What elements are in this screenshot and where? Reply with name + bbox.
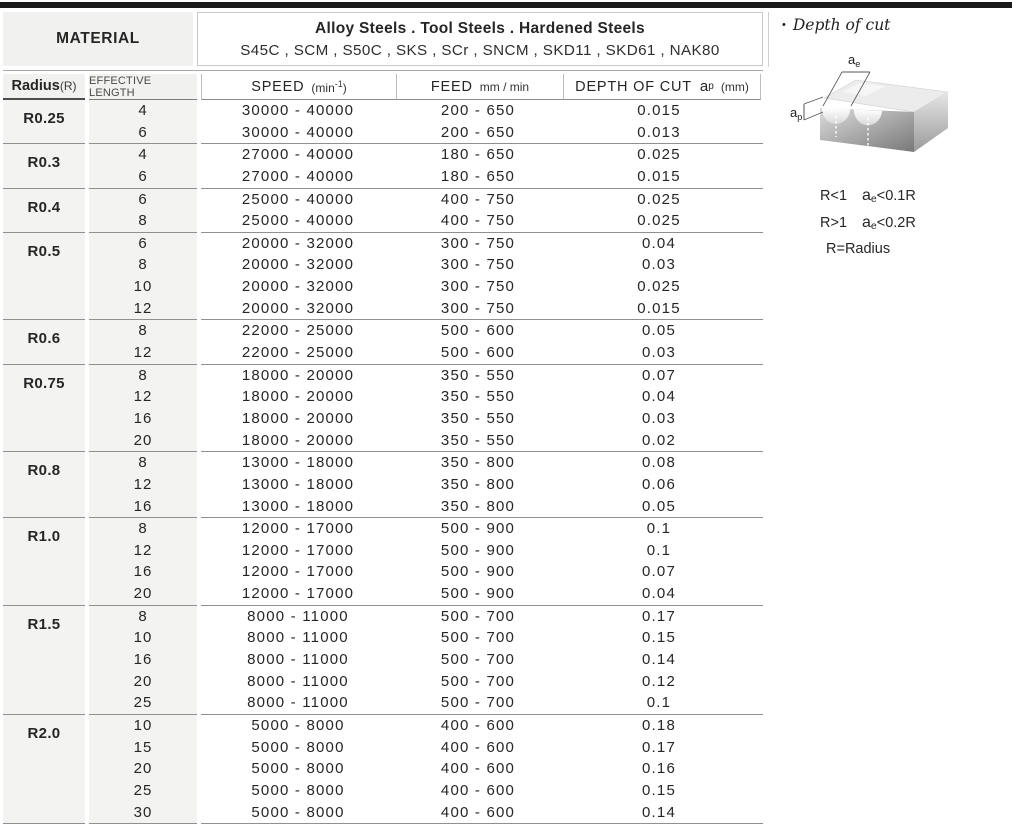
data-columns: [201, 189, 763, 233]
speed-value: 8000 - 11000: [247, 607, 349, 625]
table-row: [201, 737, 763, 759]
table-row: [201, 166, 763, 188]
speed-value: 18000 - 20000: [241, 409, 355, 427]
header-separator-line: [3, 70, 763, 71]
doc-value: 0.17: [642, 607, 676, 625]
data-columns: [201, 606, 763, 715]
doc-value: 0.03: [642, 409, 676, 427]
depth-header-symbol-sub: p: [708, 81, 714, 92]
table-row: [201, 518, 763, 540]
panel-title: [782, 16, 1008, 34]
feed-value: 400 - 600: [440, 716, 516, 734]
speed-value: 12000 - 17000: [241, 585, 355, 603]
doc-value: 0.06: [642, 475, 676, 493]
effective-length-column: [89, 452, 197, 518]
speed-value: 8000 - 11000: [247, 694, 349, 712]
speed-value: 8000 - 11000: [247, 672, 349, 690]
depth-header-main: DEPTH OF CUT: [575, 78, 692, 95]
doc-value: 0.015: [637, 102, 681, 119]
data-columns: [201, 144, 763, 188]
material-steel-grades: S45C , SCM , S50C , SKS , SCr , SNCM , SKD11 , SKD61 , NAK80: [240, 41, 720, 59]
table-group: [3, 144, 763, 188]
speed-value: 25000 - 40000: [241, 190, 355, 208]
feed-value: 300 - 750: [440, 278, 516, 296]
depth-header-unit: (mm): [720, 79, 749, 94]
effective-length-column: [89, 233, 197, 321]
effective-length-value: 6: [138, 167, 148, 185]
effective-length-value: 25: [133, 781, 153, 799]
effective-length-value: 25: [133, 694, 153, 712]
doc-value: 0.1: [646, 694, 672, 712]
feed-value: 300 - 750: [440, 256, 516, 274]
depth-of-cut-diagram: [790, 50, 1008, 173]
doc-value: 0.015: [637, 167, 681, 185]
table-row: [201, 671, 763, 693]
data-columns: [201, 320, 763, 364]
feed-value: 200 - 650: [440, 102, 516, 119]
speed-value: 13000 - 18000: [241, 475, 355, 493]
table-row: [201, 606, 763, 628]
table-row: [201, 802, 763, 824]
effective-length-value: 8: [138, 256, 148, 274]
doc-value: 0.025: [637, 278, 681, 296]
table-row: [201, 122, 763, 144]
speed-value: 8000 - 11000: [247, 629, 349, 647]
doc-value: 0.04: [642, 585, 676, 603]
radius-cell: R0.25: [3, 100, 85, 144]
speed-value: 22000 - 25000: [241, 322, 355, 340]
material-header: MATERIAL: [3, 12, 193, 66]
speed-value: 18000 - 20000: [241, 366, 355, 384]
doc-value: 0.03: [642, 256, 676, 274]
feed-value: 180 - 650: [440, 146, 516, 164]
table-row: [201, 189, 763, 211]
doc-value: 0.05: [642, 497, 676, 515]
effective-length-column: [89, 365, 197, 453]
column-header-radius: [3, 74, 85, 100]
feed-value: 350 - 550: [440, 366, 516, 384]
doc-value: 0.03: [642, 344, 676, 362]
feed-value: 350 - 800: [440, 454, 516, 472]
table-group: [3, 365, 763, 453]
effective-length-value: 8: [138, 607, 148, 625]
radius-cell: R1.0: [3, 518, 85, 606]
column-header-feed: [397, 74, 564, 100]
effective-length-value: 4: [138, 102, 148, 119]
feed-value: 300 - 750: [440, 299, 516, 317]
effective-length-value: 12: [133, 344, 153, 362]
radius-header-sub: (R): [59, 79, 77, 93]
effective-length-column: [89, 100, 197, 144]
speed-value: 25000 - 40000: [241, 212, 355, 230]
speed-header-main: SPEED: [251, 78, 305, 95]
speed-value: 8000 - 11000: [247, 651, 349, 669]
effective-length-value: 12: [133, 541, 153, 559]
feed-header-unit: mm / min: [479, 79, 530, 94]
radius-cell: R0.8: [3, 452, 85, 518]
table-row: [201, 496, 763, 518]
table-row: [201, 342, 763, 364]
material-value-cell: [197, 12, 763, 66]
doc-value: 0.08: [642, 454, 676, 472]
bullet-icon: •: [782, 19, 786, 31]
speed-header-unit: $(\min^{-1})$: [311, 78, 347, 95]
effective-length-value: 16: [133, 651, 153, 669]
depth-header-symbol: a: [699, 78, 709, 95]
radius-cell: R0.6: [3, 320, 85, 364]
feed-value: 180 - 650: [440, 167, 516, 185]
effective-length-value: 8: [138, 366, 148, 384]
speed-value: 5000 - 8000: [251, 738, 345, 756]
doc-value: 0.04: [642, 234, 676, 252]
radius-header-main: Radius: [11, 78, 60, 94]
feed-value: 500 - 700: [440, 694, 516, 712]
effective-length-value: 10: [133, 278, 153, 296]
feed-value: 500 - 900: [440, 585, 516, 603]
doc-value: 0.025: [637, 190, 681, 208]
feed-header-main: FEED: [430, 78, 473, 95]
speed-value: 5000 - 8000: [251, 803, 345, 821]
effective-length-column: [89, 715, 197, 824]
feed-value: 500 - 700: [440, 607, 516, 625]
effective-length-value: 16: [133, 497, 153, 515]
table-row: [201, 474, 763, 496]
feed-value: 350 - 550: [440, 388, 516, 406]
data-columns: [201, 452, 763, 518]
effective-length-column: [89, 144, 197, 188]
effective-length-column: [89, 518, 197, 606]
doc-value: 0.14: [642, 651, 676, 669]
column-header-speed: [201, 74, 397, 100]
feed-value: 400 - 600: [440, 803, 516, 821]
table-row: [201, 320, 763, 342]
radius-cell: R0.5: [3, 233, 85, 321]
effective-length-value: 20: [133, 760, 153, 778]
effective-length-value: 12: [133, 388, 153, 406]
doc-value: 0.17: [642, 738, 676, 756]
feed-value: 300 - 750: [440, 234, 516, 252]
table-group: [3, 518, 763, 606]
speed-value: 12000 - 17000: [241, 541, 355, 559]
doc-value: 0.1: [646, 541, 672, 559]
feed-value: 350 - 550: [440, 409, 516, 427]
top-rule: [0, 2, 1012, 8]
table-row: [201, 780, 763, 802]
ap-label: $a_p$: [790, 105, 803, 122]
panel-separator-line: [768, 12, 769, 67]
feed-value: 500 - 900: [440, 541, 516, 559]
table-row: [201, 144, 763, 166]
feed-value: 500 - 700: [440, 672, 516, 690]
table-row: [201, 298, 763, 320]
effective-length-value: 8: [138, 212, 148, 230]
table-group: [3, 233, 763, 321]
effective-length-column: [89, 606, 197, 715]
speed-value: 20000 - 32000: [241, 234, 355, 252]
table-row: [201, 408, 763, 430]
speed-value: 20000 - 32000: [241, 299, 355, 317]
effective-length-value: 6: [138, 234, 148, 252]
feed-value: 400 - 600: [440, 781, 516, 799]
material-steel-types: Alloy Steels . Tool Steels . Hardened Steels: [315, 19, 645, 37]
table-row: [201, 430, 763, 452]
speed-value: 20000 - 32000: [241, 256, 355, 274]
data-columns: [201, 518, 763, 606]
material-row: [3, 12, 763, 66]
table-row: [201, 758, 763, 780]
speed-value: 13000 - 18000: [241, 454, 355, 472]
table-group: [3, 100, 763, 144]
speed-value: 30000 - 40000: [241, 102, 355, 119]
doc-value: 0.025: [637, 146, 681, 164]
table-group: [3, 606, 763, 715]
radius-cell: R0.75: [3, 365, 85, 453]
effective-length-value: 10: [133, 629, 153, 647]
doc-value: 0.05: [642, 322, 676, 340]
cutting-conditions-table: [3, 12, 763, 824]
feed-value: 500 - 700: [440, 651, 516, 669]
table-row: [201, 583, 763, 605]
table-body: [3, 100, 763, 824]
table-row: [201, 365, 763, 387]
table-row: [201, 561, 763, 583]
effective-length-value: 20: [133, 431, 153, 449]
effective-length-value: 6: [138, 123, 148, 141]
rule-large-radius: R>1 ae<0.2R: [820, 214, 916, 232]
feed-value: 350 - 550: [440, 431, 516, 449]
effective-length-value: 10: [133, 716, 153, 734]
speed-value: 27000 - 40000: [241, 146, 355, 164]
effective-length-value: 20: [133, 585, 153, 603]
feed-value: 500 - 900: [440, 563, 516, 581]
effective-length-value: 6: [138, 190, 148, 208]
radius-cell: R2.0: [3, 715, 85, 824]
table-row: [201, 715, 763, 737]
column-header-row: [3, 74, 763, 100]
feed-value: 500 - 600: [440, 344, 516, 362]
effective-length-value: 30: [133, 803, 153, 821]
doc-value: 0.16: [642, 760, 676, 778]
panel-title-text: Depth of cut: [792, 16, 891, 34]
effective-length-value: 16: [133, 563, 153, 581]
table-row: [201, 233, 763, 255]
table-row: [201, 386, 763, 408]
table-row: [201, 452, 763, 474]
column-header-effective-length: EFFECTIVE LENGTH: [89, 74, 197, 100]
feed-value: 500 - 600: [440, 322, 516, 340]
table-row: [201, 692, 763, 714]
effective-length-value: 8: [138, 322, 148, 340]
doc-value: 0.1: [646, 520, 672, 538]
effective-length-column: [89, 189, 197, 233]
radius-definition: R=Radius: [826, 241, 891, 257]
doc-value: 0.15: [642, 781, 676, 799]
effective-length-value: 8: [138, 454, 148, 472]
speed-value: 18000 - 20000: [241, 388, 355, 406]
table-group: [3, 320, 763, 364]
feed-value: 400 - 600: [440, 760, 516, 778]
table-row: [201, 254, 763, 276]
feed-value: 350 - 800: [440, 497, 516, 515]
data-columns: [201, 365, 763, 453]
doc-value: 0.04: [642, 388, 676, 406]
speed-value: 18000 - 20000: [241, 431, 355, 449]
table-row: [201, 100, 763, 122]
doc-value: 0.025: [637, 212, 681, 230]
effective-length-value: 16: [133, 409, 153, 427]
table-row: [201, 210, 763, 232]
effective-length-value: 12: [133, 475, 153, 493]
effective-length-value: 12: [133, 299, 153, 317]
doc-value: 0.15: [642, 629, 676, 647]
speed-value: 27000 - 40000: [241, 167, 355, 185]
effective-length-value: 15: [133, 738, 153, 756]
speed-value: 5000 - 8000: [251, 760, 345, 778]
feed-value: 200 - 650: [440, 123, 516, 141]
speed-value: 30000 - 40000: [241, 123, 355, 141]
feed-value: 500 - 900: [440, 520, 516, 538]
feed-value: 400 - 750: [440, 190, 516, 208]
machined-block-illustration: [790, 50, 970, 168]
feed-value: 400 - 750: [440, 212, 516, 230]
table-row: [201, 276, 763, 298]
depth-of-cut-panel: [782, 16, 1008, 257]
doc-value: 0.14: [642, 803, 676, 821]
radius-cell: R1.5: [3, 606, 85, 715]
data-columns: [201, 233, 763, 321]
table-group: [3, 715, 763, 824]
table-row: [201, 649, 763, 671]
rule-small-radius: R<1 ae<0.1R: [820, 187, 916, 205]
table-group: [3, 189, 763, 233]
radius-rules: [820, 187, 1008, 232]
speed-value: 5000 - 8000: [251, 716, 345, 734]
speed-value: 20000 - 32000: [241, 278, 355, 296]
ae-label: $a_e$: [848, 52, 861, 69]
doc-value: 0.02: [642, 431, 676, 449]
table-row: [201, 540, 763, 562]
effective-length-column: [89, 320, 197, 364]
speed-value: 12000 - 17000: [241, 563, 355, 581]
doc-value: 0.015: [637, 299, 681, 317]
column-header-depth-of-cut: [564, 74, 761, 100]
data-columns: [201, 715, 763, 824]
effective-length-value: 20: [133, 672, 153, 690]
speed-value: 22000 - 25000: [241, 344, 355, 362]
feed-value: 500 - 700: [440, 629, 516, 647]
effective-length-value: 8: [138, 520, 148, 538]
radius-cell: R0.3: [3, 144, 85, 188]
radius-cell: R0.4: [3, 189, 85, 233]
table-group: [3, 452, 763, 518]
doc-value: 0.12: [642, 672, 676, 690]
table-row: [201, 627, 763, 649]
doc-value: 0.07: [642, 563, 676, 581]
doc-value: 0.013: [637, 123, 681, 141]
feed-value: 400 - 600: [440, 738, 516, 756]
speed-value: 12000 - 17000: [241, 520, 355, 538]
doc-value: 0.07: [642, 366, 676, 384]
speed-value: 5000 - 8000: [251, 781, 345, 799]
data-columns: [201, 100, 763, 144]
doc-value: 0.18: [642, 716, 676, 734]
feed-value: 350 - 800: [440, 475, 516, 493]
effective-length-value: 4: [138, 146, 148, 164]
speed-value: 13000 - 18000: [241, 497, 355, 515]
